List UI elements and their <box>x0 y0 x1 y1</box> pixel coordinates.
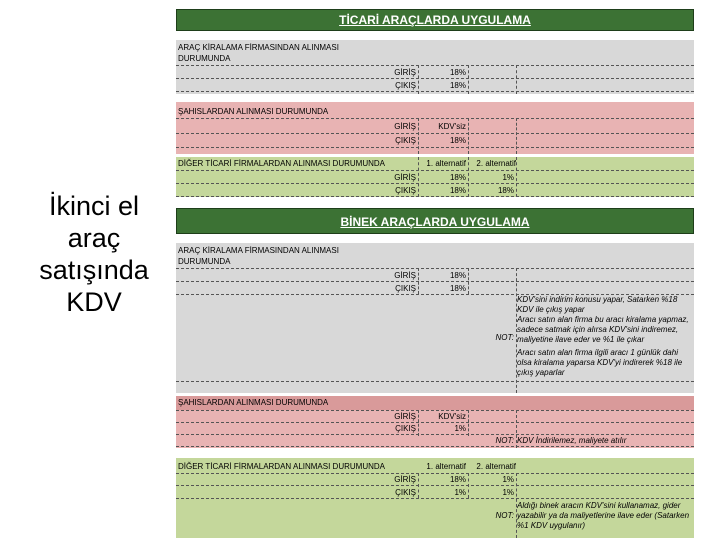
binek-sahis-note-label: NOT: <box>495 436 514 445</box>
binek-diger-alt2: 2. alternatif <box>476 462 516 471</box>
ticari-sahis-giris-value: KDV'siz <box>438 122 466 131</box>
binek-kiralama-note-line: KDV ile çıkış yapar <box>517 305 585 314</box>
binek-kiralama-section <box>176 243 694 393</box>
binek-diger-note-line: Aldığı binek aracın KDV'sini kullanamaz, gider <box>517 501 681 510</box>
binek-sahis-title: ŞAHISLARDAN ALINMASI DURUMUNDA <box>178 398 329 407</box>
binek-diger-cikis-v2: 1% <box>502 488 514 497</box>
ticari-diger-title: DİĞER TİCARİ FİRMALARDAN ALINMASI DURUMUNDA <box>178 159 385 168</box>
side-title <box>14 190 174 318</box>
ticari-kiralama-title: ARAÇ KİRALAMA FİRMASINDAN ALINMASI <box>178 43 339 52</box>
ticari-diger-cikis-v1: 18% <box>449 186 466 195</box>
binek-diger-cikis-v1: 1% <box>454 488 466 497</box>
binek-kiralama-note-line: maliyetine ilave eder ve %1 ile çıkar <box>517 335 645 344</box>
side-title-line: satışında <box>39 255 149 285</box>
binek-sahis-section <box>176 396 694 448</box>
binek-kiralama-note-line: KDV'sini indirim konusu yapar, Satarken %18 <box>517 295 678 304</box>
side-title-line: KDV <box>66 287 122 317</box>
ticari-diger-alt1: 1. alternatif <box>426 159 466 168</box>
ticari-diger-alt2: 2. alternatif <box>476 159 516 168</box>
binek-diger-giris-v2: 1% <box>502 475 514 484</box>
binek-diger-note-label: NOT: <box>495 511 514 520</box>
side-title-line: İkinci el <box>48 191 140 221</box>
binek-diger-alt1: 1. alternatif <box>426 462 466 471</box>
ticari-diger-giris-v2: 1% <box>502 173 514 182</box>
ticari-sahis-cikis-label: ÇIKIŞ <box>395 136 416 145</box>
ticari-diger-cikis-v2: 18% <box>497 186 514 195</box>
ticari-diger-giris-label: GİRİŞ <box>394 173 416 182</box>
binek-sahis-note: KDV İndirilemez, maliyete atılır <box>517 436 627 445</box>
binek-kiralama-note-line: Aracı satın alan firma ilgili aracı 1 günlük dahi <box>517 348 678 357</box>
binek-kiralama-title: ARAÇ KİRALAMA FİRMASINDAN ALINMASI <box>178 246 339 255</box>
binek-kiralama-cikis-label: ÇIKIŞ <box>395 284 416 293</box>
ticari-sahis-cikis-value: 18% <box>449 136 466 145</box>
binek-kiralama-note-line: olsa kiralama yaparsa KDV'yi indirerek %18 ile <box>517 358 683 367</box>
ticari-kiralama-cikis-label: ÇIKIŞ <box>395 81 416 90</box>
binek-kiralama-note-line: sadece satmak için alırsa KDV'sini indiremez, <box>517 325 679 334</box>
binek-sahis-cikis-value: 1% <box>454 424 466 433</box>
binek-diger-note-line: yazabilir ya da maliyetlerine ilave eder (Satarken <box>517 511 690 520</box>
binek-sahis-cikis-label: ÇIKIŞ <box>395 424 416 433</box>
binek-diger-title: DİĞER TİCARİ FİRMALARDAN ALINMASI DURUMUNDA <box>178 462 385 471</box>
binek-diger-giris-label: GİRİŞ <box>394 475 416 484</box>
ticari-kiralama-giris-value: 18% <box>449 68 466 77</box>
ticari-kiralama-section <box>176 40 694 94</box>
ticari-kiralama-title-cont: DURUMUNDA <box>178 54 231 63</box>
binek-diger-section <box>176 458 694 538</box>
binek-kiralama-giris-value: 18% <box>449 271 466 280</box>
binek-kiralama-giris-label: GİRİŞ <box>394 271 416 280</box>
binek-header: BİNEK ARAÇLARDA UYGULAMA <box>176 208 694 234</box>
ticari-sahis-section <box>176 102 694 154</box>
ticari-diger-cikis-label: ÇIKIŞ <box>395 186 416 195</box>
binek-diger-note-line: %1 KDV uygulanır) <box>517 521 586 530</box>
binek-kiralama-title-cont: DURUMUNDA <box>178 257 231 266</box>
ticari-sahis-giris-label: GİRİŞ <box>394 122 416 131</box>
binek-sahis-giris-value: KDV'siz <box>438 412 466 421</box>
binek-sahis-giris-label: GİRİŞ <box>394 412 416 421</box>
ticari-diger-giris-v1: 18% <box>449 173 466 182</box>
ticari-header: TİCARİ ARAÇLARDA UYGULAMA <box>176 9 694 31</box>
binek-diger-cikis-label: ÇIKIŞ <box>395 488 416 497</box>
ticari-kiralama-giris-label: GİRİŞ <box>394 68 416 77</box>
binek-kiralama-note-line: Aracı satın alan firma bu aracı kiralama yapmaz, <box>517 315 689 324</box>
side-title-line: araç <box>67 223 121 253</box>
ticari-diger-section <box>176 157 694 197</box>
ticari-sahis-title: ŞAHISLARDAN ALINMASI DURUMUNDA <box>178 107 329 116</box>
ticari-kiralama-cikis-value: 18% <box>449 81 466 90</box>
binek-kiralama-note-label: NOT: <box>495 333 514 342</box>
binek-diger-giris-v1: 18% <box>449 475 466 484</box>
binek-kiralama-note-line: çıkış yaparlar <box>517 368 565 377</box>
binek-kiralama-cikis-value: 18% <box>449 284 466 293</box>
